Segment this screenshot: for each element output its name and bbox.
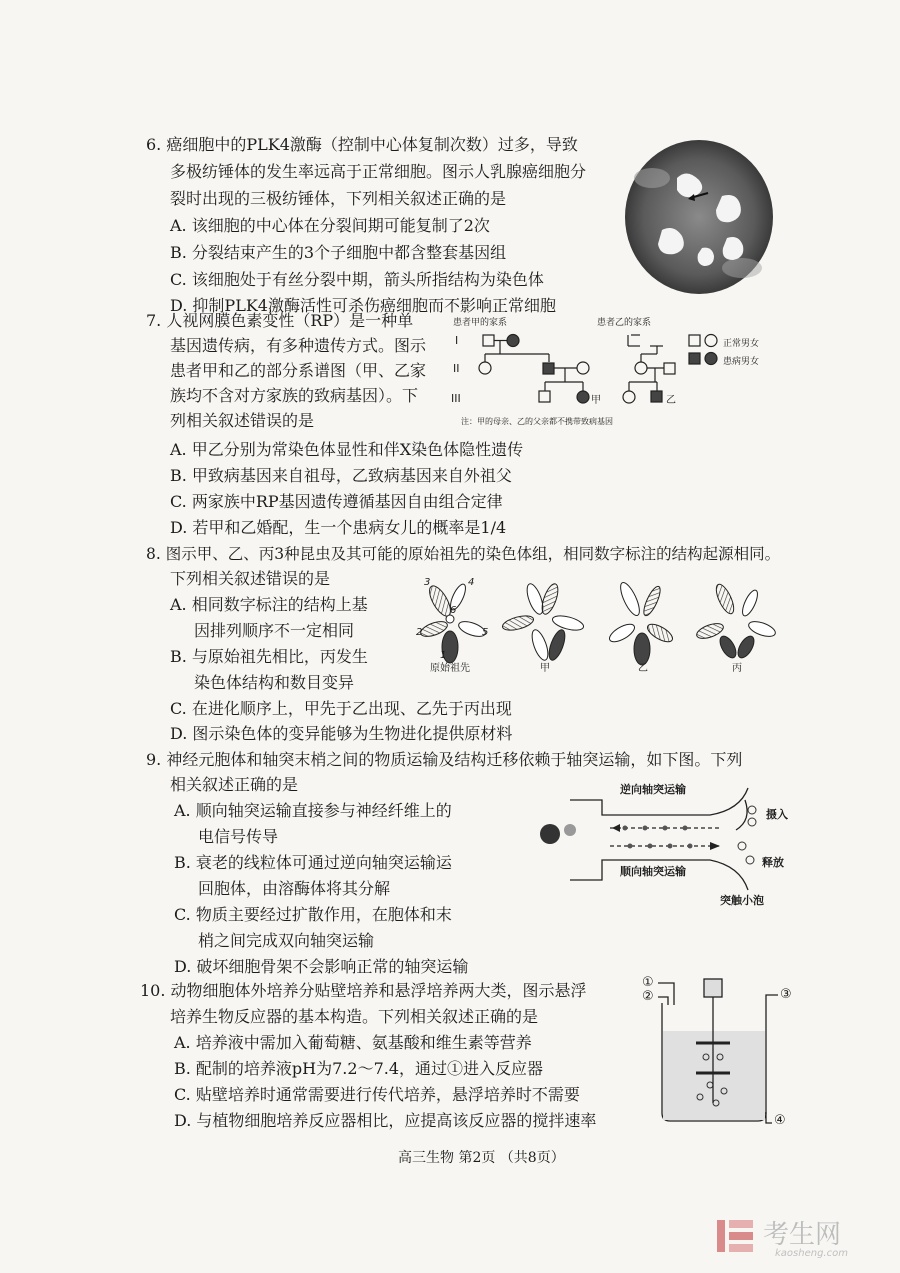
q6-stem-line1: 6. 癌细胞中的PLK4激酶（控制中心体复制次数）过多，导致 xyxy=(146,135,578,154)
q9-stem-line1: 9. 神经元胞体和轴突末梢之间的物质运输及结构迁移依赖于轴突运输，如下图。下列 xyxy=(146,750,743,769)
q7-option-c: C. 两家族中RP基因遗传遵循基因自由组合定律 xyxy=(170,492,503,511)
axonal-transport-diagram xyxy=(530,780,800,910)
q10-option-a: A. 培养液中需加入葡萄糖、氨基酸和维生素等营养 xyxy=(174,1033,532,1052)
port-4-label: ④ xyxy=(774,1113,786,1128)
chromosome-number-2: 2 xyxy=(416,627,423,638)
q7-stem-line1: 7. 人视网膜色素变性（RP）是一种单 xyxy=(146,311,414,330)
q9-stem-line2: 相关叙述正确的是 xyxy=(170,775,299,794)
q10-option-d: D. 与植物细胞培养反应器相比，应提高该反应器的搅拌速率 xyxy=(174,1111,597,1130)
q8-option-a-line1: A. 相同数字标注的结构上基 xyxy=(170,595,368,614)
chromosome-number-1: 1 xyxy=(440,650,447,661)
watermark-url: kaosheng.com xyxy=(775,1248,848,1259)
port-2-label: ② xyxy=(642,989,654,1004)
synaptic-vesicle-label: 突触小泡 xyxy=(720,894,764,907)
q7-option-b: B. 甲致病基因来自祖母，乙致病基因来自外祖父 xyxy=(170,466,512,485)
q10-stem-line2: 培养生物反应器的基本构造。下列相关叙述正确的是 xyxy=(170,1007,539,1026)
chromosome-set-figure xyxy=(410,575,790,675)
chromosome-number-5: 5 xyxy=(482,627,489,638)
bioreactor-diagram xyxy=(640,973,800,1133)
retrograde-label: 逆向轴突运输 xyxy=(620,783,686,796)
chromosome-number-6: 6 xyxy=(450,605,457,616)
q6-stem-line3: 裂时出现的三极纺锤体，下列相关叙述正确的是 xyxy=(170,189,507,208)
pedigree-title-a: 患者甲的家系 xyxy=(453,318,508,328)
q6-stem-line2: 多极纺锤体的发生率远高于正常细胞。图示人乳腺癌细胞分 xyxy=(170,162,587,181)
generation-label-3: III xyxy=(451,392,461,405)
q10-option-c: C. 贴壁培养时通常需要进行传代培养，悬浮培养时不需要 xyxy=(174,1085,580,1104)
anterograde-label: 顺向轴突运输 xyxy=(620,865,686,878)
chromosome-number-4: 4 xyxy=(468,577,475,588)
site-watermark-logo xyxy=(715,1210,895,1266)
q7-option-a: A. 甲乙分别为常染色体显性和伴X染色体隐性遗传 xyxy=(170,440,524,459)
uptake-label: 摄入 xyxy=(766,808,788,821)
q6-option-d: D. 抑制PLK4激酶活性可杀伤癌细胞而不影响正常细胞 xyxy=(170,296,556,315)
watermark-emblem-icon xyxy=(715,1216,755,1256)
q7-stem-line5: 列相关叙述错误的是 xyxy=(170,411,315,430)
q6-option-b: B. 分裂结束产生的3个子细胞中都含整套基因组 xyxy=(170,243,507,262)
q9-option-a-line1: A. 顺向轴突运输直接参与神经纤维上的 xyxy=(174,801,452,820)
q8-option-c: C. 在进化顺序上，甲先于乙出现、乙先于丙出现 xyxy=(170,699,512,718)
proband-label-b: 乙 xyxy=(666,395,676,406)
caption-bing: 丙 xyxy=(732,663,742,674)
pedigree-title-b: 患者乙的家系 xyxy=(597,318,652,328)
q8-option-a-line2: 因排列顺序不一定相同 xyxy=(194,621,355,640)
q8-option-b-line2: 染色体结构和数目变异 xyxy=(194,673,355,692)
page-footer: 高三生物 第2页 （共8页） xyxy=(398,1150,565,1166)
legend-affected: 患病男女 xyxy=(723,357,760,367)
release-label: 释放 xyxy=(762,856,784,869)
q9-option-c-line2: 梢之间完成双向轴突运输 xyxy=(198,931,375,950)
q9-option-c-line1: C. 物质主要经过扩散作用，在胞体和末 xyxy=(174,905,452,924)
pedigree-note: 注：甲的母亲、乙的父亲都不携带致病基因 xyxy=(461,417,613,426)
q7-stem-line4: 族均不含对方家族的致病基因）。下 xyxy=(170,386,419,405)
tripolar-spindle-micrograph xyxy=(622,138,776,300)
chromosome-number-3: 3 xyxy=(424,577,431,588)
port-1-label: ① xyxy=(642,975,654,990)
q6-option-a: A. 该细胞的中心体在分裂间期可能复制了2次 xyxy=(170,216,490,235)
q9-option-a-line2: 电信号传导 xyxy=(198,827,279,846)
caption-ancestor: 原始祖先 xyxy=(430,663,470,674)
legend-normal: 正常男女 xyxy=(723,339,760,349)
q9-option-b-line2: 回胞体，由溶酶体将其分解 xyxy=(198,879,391,898)
watermark-text: 考生网 xyxy=(763,1220,842,1250)
q8-stem-line2: 下列相关叙述错误的是 xyxy=(170,569,331,588)
q8-stem-line1: 8. 图示甲、乙、丙3种昆虫及其可能的原始祖先的染色体组，相同数字标注的结构起源相同。 xyxy=(146,545,781,563)
generation-label-1: I xyxy=(455,334,459,347)
q8-option-d: D. 图示染色体的变异能够为生物进化提供原材料 xyxy=(170,724,513,743)
q9-option-b-line1: B. 衰老的线粒体可通过逆向轴突运输运 xyxy=(174,853,452,872)
generation-label-2: II xyxy=(453,362,460,375)
pedigree-figure xyxy=(445,310,765,435)
q9-option-d: D. 破坏细胞骨架不会影响正常的轴突运输 xyxy=(174,957,469,976)
caption-jia: 甲 xyxy=(540,663,550,674)
q8-option-b-line1: B. 与原始祖先相比，丙发生 xyxy=(170,647,368,666)
q7-option-d: D. 若甲和乙婚配，生一个患病女儿的概率是1/4 xyxy=(170,518,507,537)
port-3-label: ③ xyxy=(780,987,792,1002)
q10-stem-line1: 10. 动物细胞体外培养分贴壁培养和悬浮培养两大类，图示悬浮 xyxy=(140,981,587,1000)
proband-label-a: 甲 xyxy=(591,395,601,406)
q7-stem-line2: 基因遗传病，有多种遗传方式。图示 xyxy=(170,336,427,355)
caption-yi: 乙 xyxy=(638,663,648,674)
q10-option-b: B. 配制的培养液pH为7.2～7.4，通过①进入反应器 xyxy=(174,1059,544,1078)
q6-option-c: C. 该细胞处于有丝分裂中期，箭头所指结构为染色体 xyxy=(170,270,544,289)
q7-stem-line3: 患者甲和乙的部分系谱图（甲、乙家 xyxy=(170,361,427,380)
